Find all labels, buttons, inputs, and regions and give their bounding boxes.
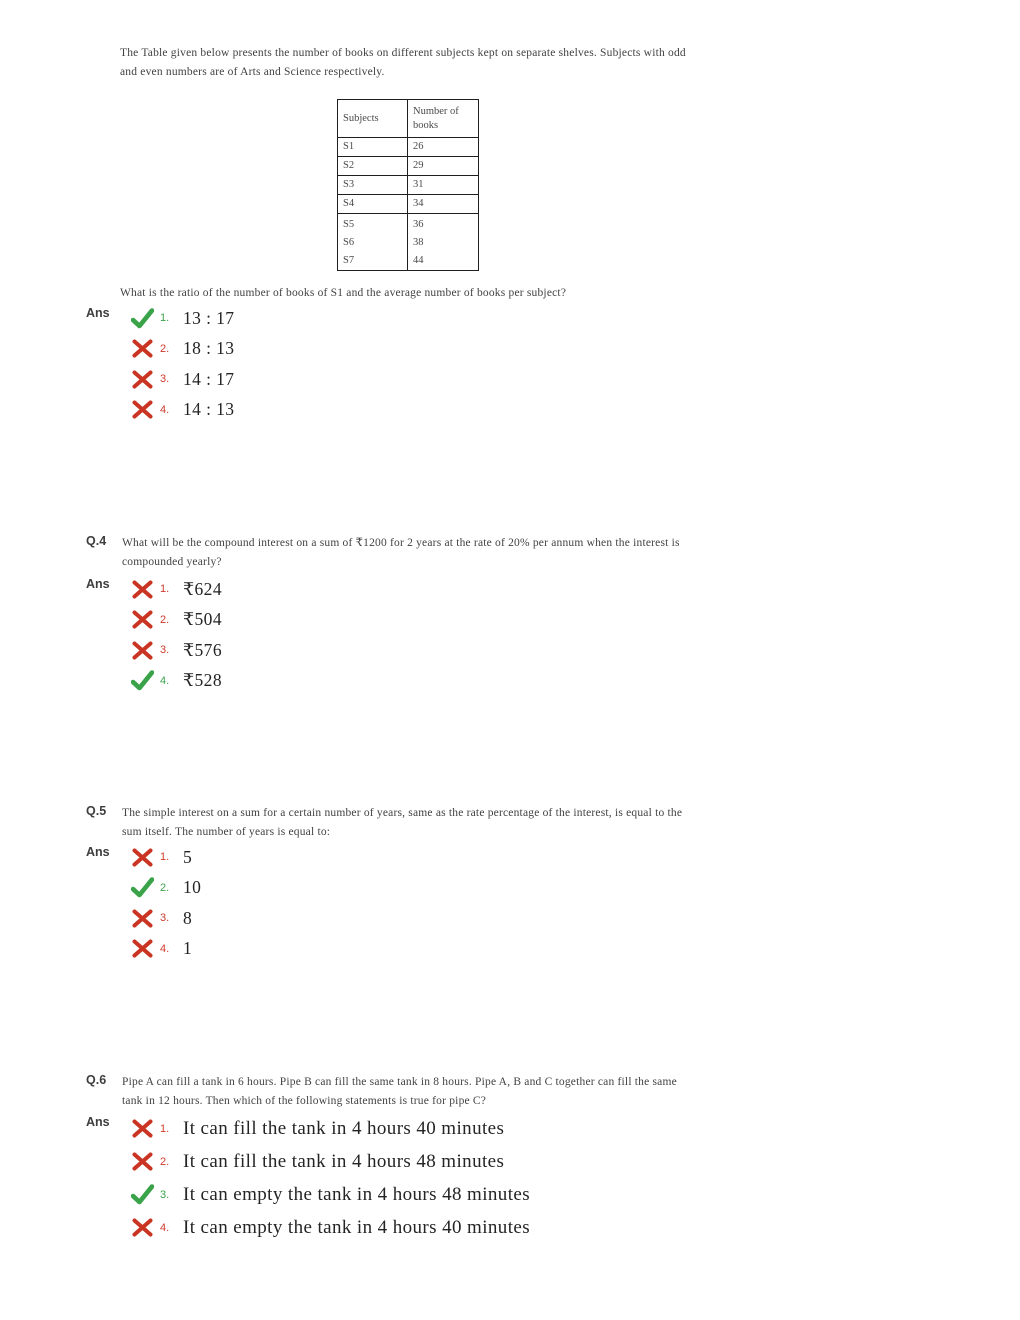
question-text: Pipe A can fill a tank in 6 hours. Pipe B can fill the same tank in 8 hours. Pipe A, B and C together can fill the same tank in 12 hours. Then which of the following statements is true for pipe C? xyxy=(122,1076,677,1107)
answer-option xyxy=(131,1145,530,1178)
mark-icon-wrap xyxy=(131,938,154,959)
option-number: 1. xyxy=(160,1122,170,1135)
answer-option xyxy=(131,635,222,666)
options-group xyxy=(131,842,201,964)
mark-icon-wrap xyxy=(131,1118,154,1139)
table-row xyxy=(338,176,479,195)
table-header-subjects: Subjects xyxy=(338,100,408,138)
passage-intro: The Table given below presents the number of books on different subjects kept on separate shelves. Subjects with odd and even numbers are of Arts and Science respectively. xyxy=(120,47,686,78)
mark-icon-wrap xyxy=(131,369,154,390)
mark-icon-wrap xyxy=(131,338,154,359)
option-label: 13 : 17 xyxy=(183,307,235,328)
answer-option xyxy=(131,574,222,605)
option-number: 1. xyxy=(160,583,170,596)
table-cell: 36 38 44 xyxy=(408,214,479,271)
option-label: 14 : 13 xyxy=(183,399,235,420)
answer-option xyxy=(131,364,234,395)
option-number: 2. xyxy=(160,881,170,894)
table-cell: S3 xyxy=(338,176,408,195)
answer-option xyxy=(131,395,234,426)
mark-icon-wrap xyxy=(131,670,154,691)
table-cell: S1 xyxy=(338,138,408,157)
table-cell: 29 xyxy=(408,157,479,176)
answer-option xyxy=(131,1178,530,1211)
option-label: ₹624 xyxy=(183,578,222,599)
option-label: ₹576 xyxy=(183,639,222,660)
cross-icon xyxy=(131,579,154,600)
options-group xyxy=(131,303,234,425)
table-cell: 26 xyxy=(408,138,479,157)
check-icon xyxy=(131,308,154,329)
mark-icon-wrap xyxy=(131,399,154,420)
mark-icon-wrap xyxy=(131,1184,154,1205)
cross-icon xyxy=(131,1118,154,1139)
option-label: 14 : 17 xyxy=(183,368,235,389)
option-label: It can empty the tank in 4 hours 48 minutes xyxy=(183,1183,531,1205)
option-label: 10 xyxy=(183,877,202,898)
option-number: 1. xyxy=(160,851,170,864)
cross-icon xyxy=(131,908,154,929)
table-row-grouped xyxy=(338,214,479,271)
option-number: 4. xyxy=(160,1221,170,1234)
answer-option xyxy=(131,1211,530,1244)
option-number: 3. xyxy=(160,644,170,657)
question-number: Q.6 xyxy=(86,1073,107,1087)
option-number: 2. xyxy=(160,1155,170,1168)
options-group xyxy=(131,1112,530,1244)
answer-option xyxy=(131,1112,530,1145)
table-row xyxy=(338,195,479,214)
option-number: 2. xyxy=(160,342,170,355)
check-icon xyxy=(131,1184,154,1205)
ans-label: Ans xyxy=(86,306,110,320)
question-number: Q.5 xyxy=(86,804,107,818)
cross-icon xyxy=(131,369,154,390)
check-icon xyxy=(131,670,154,691)
ans-label: Ans xyxy=(86,845,110,859)
mark-icon-wrap xyxy=(131,1151,154,1172)
option-label: 18 : 13 xyxy=(183,338,235,359)
mark-icon-wrap xyxy=(131,640,154,661)
answer-option xyxy=(131,873,201,904)
option-label: 5 xyxy=(183,846,193,867)
option-number: 3. xyxy=(160,373,170,386)
table-header-number-of-books: Number of books xyxy=(408,100,479,138)
cross-icon xyxy=(131,399,154,420)
option-number: 3. xyxy=(160,1188,170,1201)
answer-option xyxy=(131,903,201,934)
table-header-row xyxy=(338,100,479,138)
mark-icon-wrap xyxy=(131,308,154,329)
option-number: 3. xyxy=(160,912,170,925)
mark-icon-wrap xyxy=(131,847,154,868)
mark-icon-wrap xyxy=(131,579,154,600)
option-number: 2. xyxy=(160,613,170,626)
ans-label: Ans xyxy=(86,577,110,591)
answer-option xyxy=(131,334,234,365)
options-group xyxy=(131,574,222,696)
answer-option xyxy=(131,605,222,636)
table-cell: S2 xyxy=(338,157,408,176)
cross-icon xyxy=(131,938,154,959)
option-number: 4. xyxy=(160,674,170,687)
table-cell: 34 xyxy=(408,195,479,214)
table-row xyxy=(338,157,479,176)
mark-icon-wrap xyxy=(131,1217,154,1238)
option-label: 1 xyxy=(183,938,193,959)
cross-icon xyxy=(131,1151,154,1172)
table-cell: S4 xyxy=(338,195,408,214)
mark-icon-wrap xyxy=(131,877,154,898)
question-text: What will be the compound interest on a sum of ₹1200 for 2 years at the rate of 20% per annum when the interest is compounded yearly? xyxy=(122,537,680,568)
option-number: 4. xyxy=(160,942,170,955)
check-icon xyxy=(131,877,154,898)
books-table xyxy=(337,99,479,271)
cross-icon xyxy=(131,847,154,868)
mark-icon-wrap xyxy=(131,908,154,929)
answer-option xyxy=(131,934,201,965)
table-cell: S5 S6 S7 xyxy=(338,214,408,271)
option-label: 8 xyxy=(183,907,193,928)
table-cell: 31 xyxy=(408,176,479,195)
option-number: 1. xyxy=(160,312,170,325)
ans-label: Ans xyxy=(86,1115,110,1129)
option-label: ₹528 xyxy=(183,670,222,691)
cross-icon xyxy=(131,1217,154,1238)
cross-icon xyxy=(131,609,154,630)
option-label: ₹504 xyxy=(183,609,222,630)
answer-option xyxy=(131,666,222,697)
option-label: It can fill the tank in 4 hours 48 minutes xyxy=(183,1150,505,1172)
table-row xyxy=(338,138,479,157)
cross-icon xyxy=(131,338,154,359)
question-text: The simple interest on a sum for a certain number of years, same as the rate percentage of the interest, is equal to the sum itself. The number of years is equal to: xyxy=(122,807,683,838)
option-number: 4. xyxy=(160,403,170,416)
question-number: Q.4 xyxy=(86,534,107,548)
cross-icon xyxy=(131,640,154,661)
question-text: What is the ratio of the number of books of S1 and the average number of books per subject? xyxy=(120,287,567,299)
mark-icon-wrap xyxy=(131,609,154,630)
option-label: It can fill the tank in 4 hours 40 minutes xyxy=(183,1117,505,1139)
answer-option xyxy=(131,303,234,334)
answer-option xyxy=(131,842,201,873)
option-label: It can empty the tank in 4 hours 40 minutes xyxy=(183,1216,531,1238)
